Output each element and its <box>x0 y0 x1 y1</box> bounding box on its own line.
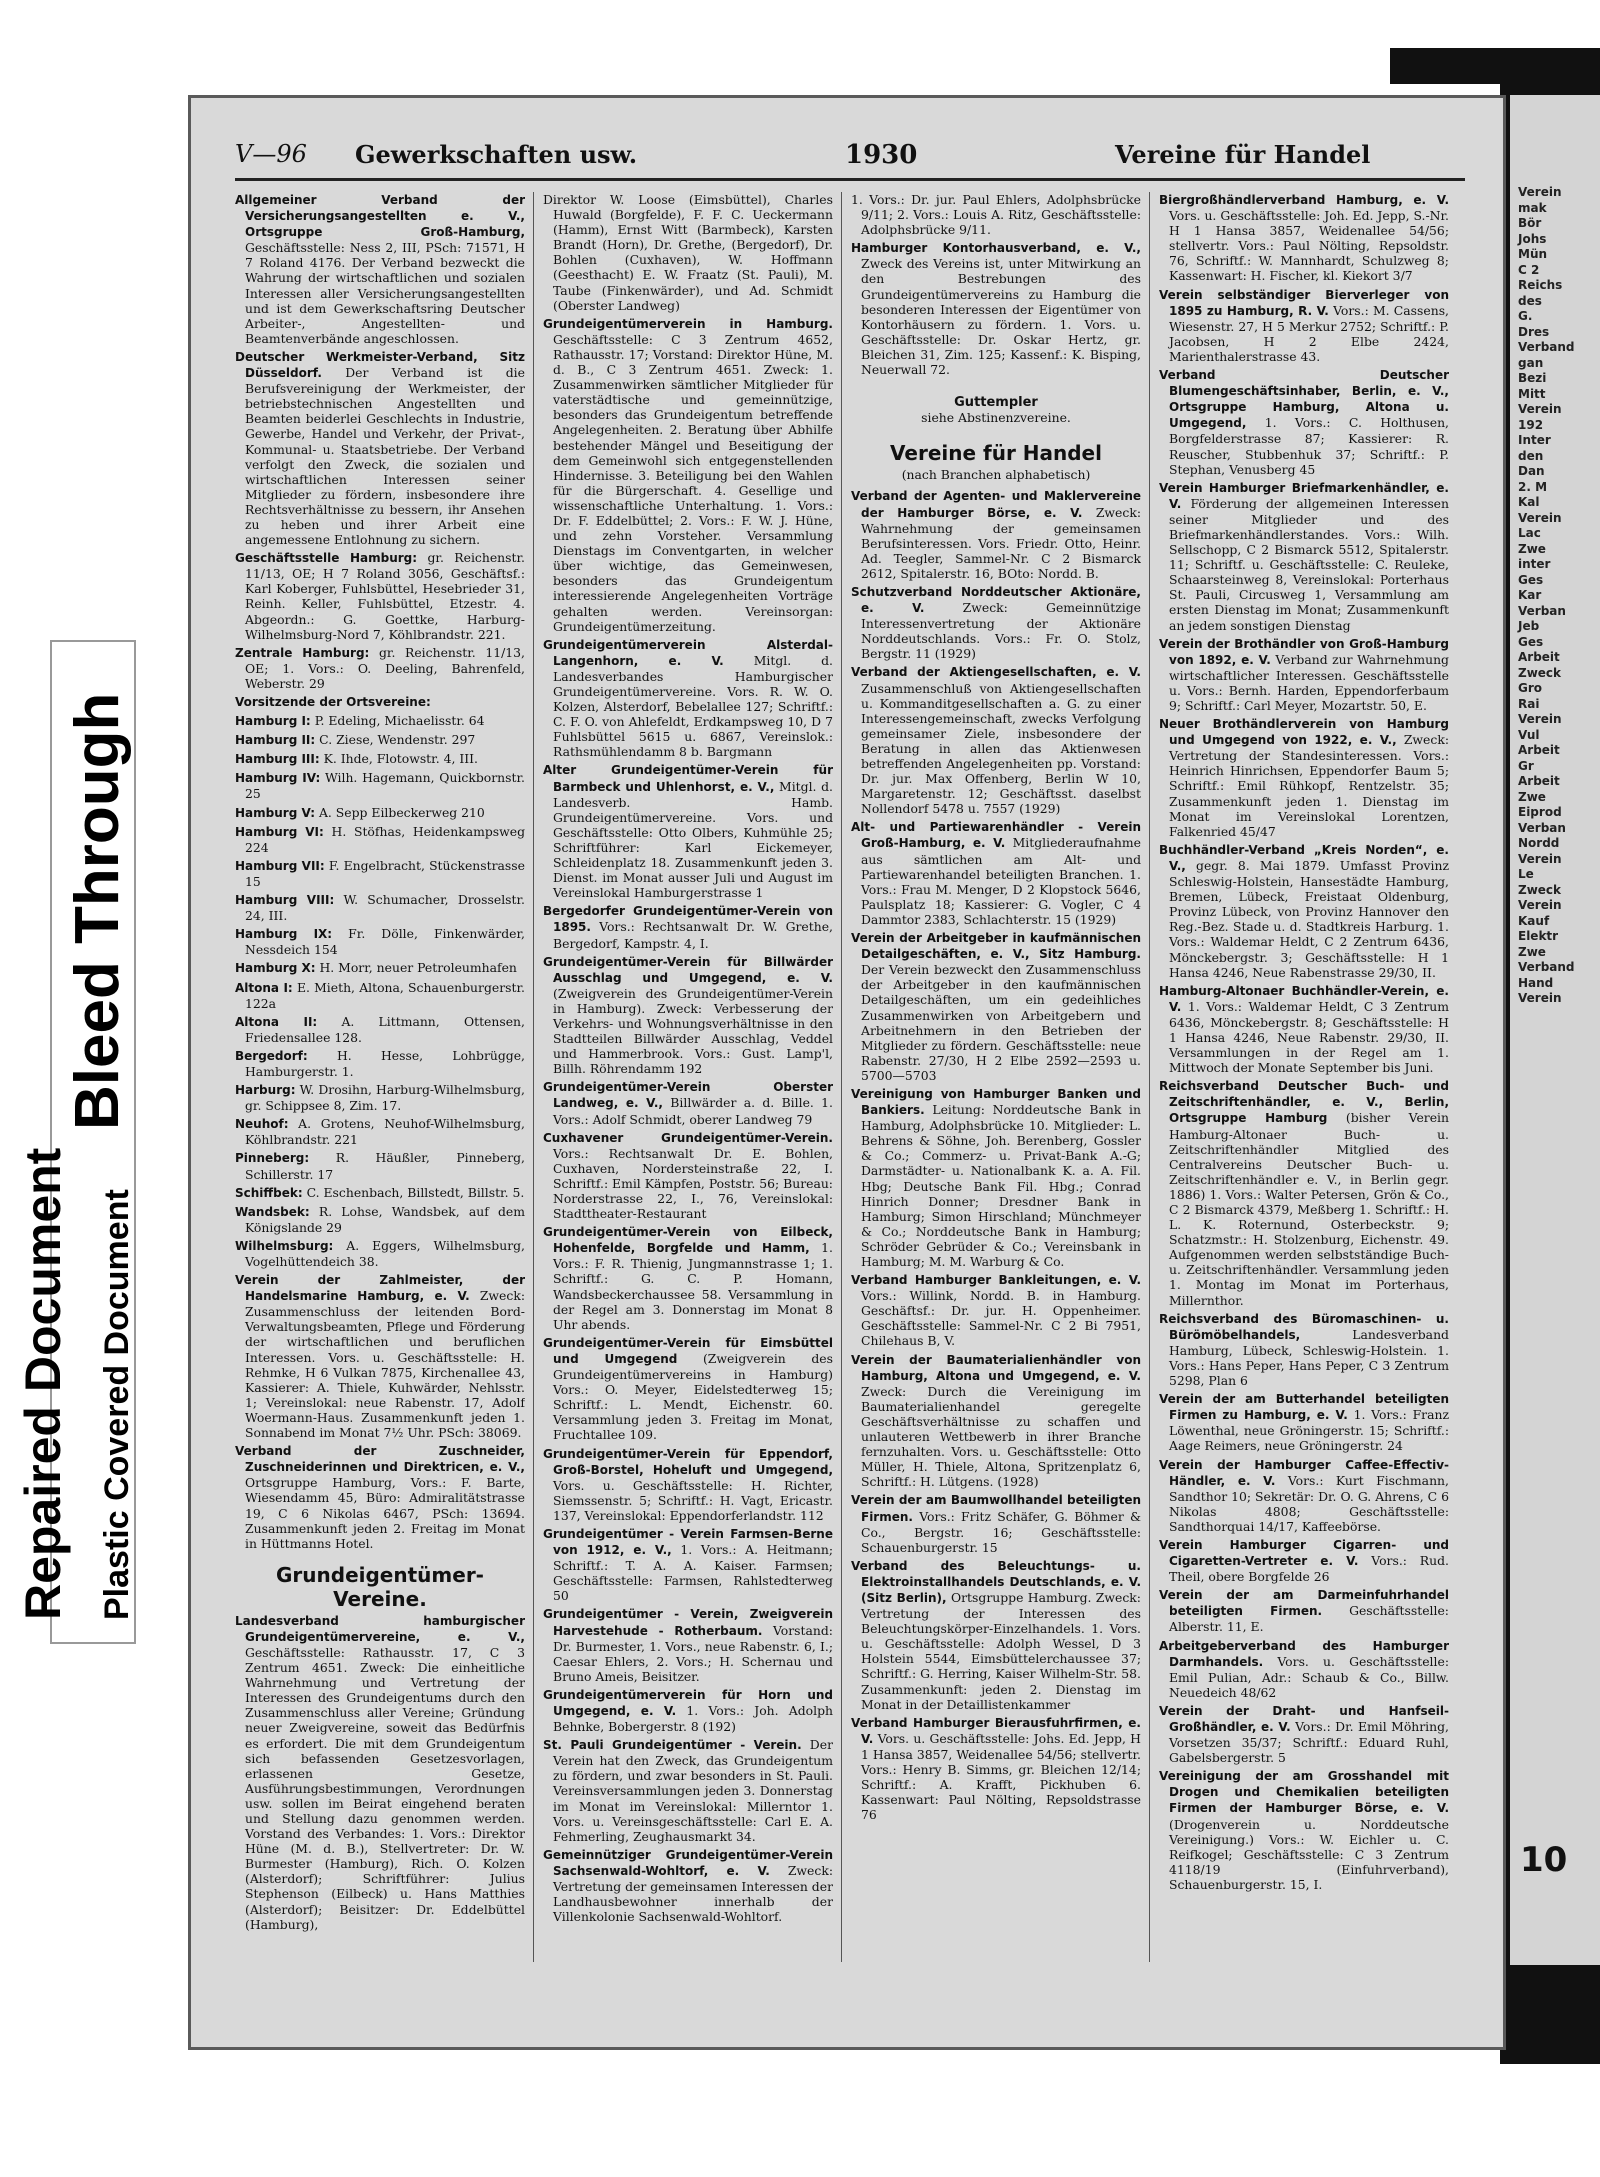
entry-heading: Hamburg I: <box>235 714 311 729</box>
directory-entry <box>1159 636 1449 713</box>
entry-text: Vors. u. Geschäftsstelle: H. Richter, Siemssenstr. 5; Schriftf.: H. Vagt, Ericastr. 137, Vereinslokal: Eppendorferlandstr. 112 <box>553 1477 833 1523</box>
directory-entry <box>1159 1391 1449 1453</box>
running-title: Vereine für Handel <box>1115 140 1371 169</box>
fragment-line: Verband <box>1518 340 1575 354</box>
entry-text: Zweck: Durch die Vereinigung im Baumaterialienhandel geregelte Geschäftsverhältnisse zu schaffen und unlauteren Wettbewerb in ihrer Branche fernzuhalten. Vors. u. Geschäftsstelle: Otto Müller, H. Thiele, Altona, Spritzenplatz 6, Schriftf.: H. Lütgens. (1928) <box>861 1383 1141 1490</box>
entry-text: E. Mieth, Altona, Schauenburgerstr. 122a <box>245 979 525 1011</box>
entry-text: Vors. u. Geschäftsstelle: Johs. Ed. Jepp, H 1 Hansa 3857, Weidenallee 54/56; stellvertr. Vors.: Henry B. Simms, gr. Bleichen 12/14; Schriftf.: A. Krafft, Pickhuben 6. Kassenwart: Paul Nölting, Repsoldstrasse 76 <box>861 1730 1141 1823</box>
entry-heading: Grundeigentümer-Verein für Eimsbüttel und Umgegend <box>543 1335 833 1366</box>
directory-entry <box>543 316 833 634</box>
entry-text: Geschäftsstelle: Alberstr. 11, E. <box>1169 1603 1449 1635</box>
entry-text: C. Eschenbach, Billstedt, Billstr. 5. <box>306 1184 525 1200</box>
entry-text: Geschäftsstelle: Rathausstr. 17, C 3 Zentrum 4651. Zweck: Die einheitliche Wahrnehmung und Vertretung der Interessen des Grundeigentums durch den Zusammenschluss aller Vereine; Gründung neuer Zweigvereine, soweit das Bedürfnis es erfordert. Die mit dem Grundeigentum sich befassenden Gesetzesvorlagen, erlassenen Gesetze, Ausführungsbestimmungen, Verordnungen usw. sollen im Beirat eingehend beraten und Stellung dazu genommen werden. Vorstand des Verbandes: 1. Vors.: Direktor Hüne (M. d. B.), Stellvertreter: Dr. W. Burmester (Hamburg), Rich. O. Kolzen (Alsterdorf); Schriftführer: Julius Stephenson (Eilbeck) u. Hans Matthies (Alsterdorf); Beisitzer: Dr. Eddelbüttel (Hamburg), <box>245 1644 525 1932</box>
entry-heading: Deutscher Werkmeister-Verband, Sitz Düsseldorf. <box>235 349 525 381</box>
entry-heading: Hamburg-Altonaer Buchhändler-Verein, e. V. <box>1159 983 1449 1014</box>
directory-entry <box>1159 367 1449 477</box>
entry-heading: Verband der Aktiengesellschaften, e. V. <box>851 665 1141 680</box>
fragment-line: Verband <box>1518 960 1575 974</box>
entry-text: A. Grotens, Neuhof-Wilhelmsburg, Köhlbrandstr. 221 <box>245 1116 525 1148</box>
fragment-line: Lac <box>1518 526 1541 540</box>
entry-text: A. Littmann, Ottensen, Friedensallee 128. <box>245 1013 525 1045</box>
directory-entry <box>851 584 1141 661</box>
fragment-line: inter <box>1518 557 1551 571</box>
fragment-line: Zwe <box>1518 789 1546 804</box>
entry-text: Mitgliederaufnahme aus sämtlichen am Alt- und Partiewarenhandel beteiligten Branchen. 1. Vors.: Frau M. Menger, D 2 Klopstock 5646, Paulsplatz 18; Kassierer: G. Vogler, C 4 Dammtor 2383, Schlachterstr. 15 (1929) <box>861 835 1141 927</box>
column-divider <box>533 192 534 1962</box>
directory-entry <box>543 1224 833 1332</box>
entry-heading: Verein Hamburger Briefmarkenhändler, e. V. <box>1159 480 1449 511</box>
entry-heading: Hamburg IV: <box>235 771 321 786</box>
entry-text: Ortsgruppe Hamburg. Zweck: Vertretung der Interessen des Beleuchtungskörper-Einzelhandels. 1. Vors. u. Geschäftsstelle: Adolph Wessel, D 3 Holstein 5544, Eimsbüttelerchaussee 37; Schriftf.: G. Herring, Kaiser Wilhelm-Str. 58. Zusammenkunft: jeden 2. Dienstag im Monat in der Detaillistenkammer <box>861 1589 1141 1712</box>
section-heading: Grundeigentümer-Vereine. <box>276 1562 484 1611</box>
directory-entry <box>235 1185 525 1201</box>
fragment-line: Dan <box>1518 464 1545 478</box>
directory-entry <box>1159 716 1449 839</box>
entry-text: Leitung: Norddeutsche Bank in Hamburg, Adolphsbrücke 10. Mitglieder: L. Behrens & Söhne, Joh. Berenberg, Gossler & Co.; Commerz- u. Privat-Bank A.-G; Darmstädter- u. Nationalbank K. a. A. Fil. Hbg; Deutsche Bank Fil. Hbg.; Conrad Hinrich Donner; Dresdner Bank in Hamburg; Simon Hirschland; Münchmeyer & Co.; Norddeutsche Bank in Hamburg; Schröder Gebrüder & Co.; Vereinsbank in Hamburg; M. M. Warburg & Co. <box>861 1102 1141 1269</box>
directory-entry <box>543 903 833 950</box>
directory-entry <box>1159 1703 1449 1765</box>
directory-entry <box>851 1086 1141 1269</box>
entry-text: Der Verband ist die Berufsvereinigung der Werkmeister, der betriebstechnischen Angestellten und Beamten beiderlei Geschlechts in Industrie, Gewerbe, Handel und Verkehr, der Privat-, Kommunal- u. Staatsbetriebe. Der Verband verfolgt den Zweck, die sozialen und wirtschaftlichen Interessen seiner Mitglieder zu fördern, insbesondere ihre Rechtsverhältnisse zu bessern, ihr Ansehen zu heben und ihrer Arbeit eine angemessene Entlohnung zu sichern. <box>245 365 525 548</box>
entry-heading: Verein der Hamburger Caffee-Effectiv-Händler, e. V. <box>1159 1457 1449 1488</box>
directory-entry <box>235 192 525 346</box>
entry-heading: Harburg: <box>235 1083 296 1098</box>
fragment-line: Rai <box>1518 696 1540 711</box>
directory-entry <box>235 694 525 710</box>
entry-heading: Hamburg VI: <box>235 824 324 839</box>
directory-entry <box>235 1014 525 1045</box>
fragment-line: Zweck <box>1518 665 1562 680</box>
adjacent-page-fragments <box>1518 185 1598 1007</box>
fragment-line: Eiprod <box>1518 805 1562 819</box>
entry-text: K. Ihde, Flotowstr. 4, III. <box>323 751 478 767</box>
entry-heading: Grundeigentümer - Verein Farmsen-Berne von 1912, e. V., <box>543 1526 833 1558</box>
entry-text: C. Ziese, Wendenstr. 297 <box>319 732 476 748</box>
fragment-line: Reichs <box>1518 278 1563 292</box>
fragment-line: Kauf <box>1518 913 1550 928</box>
fragment-line: Arbeit <box>1518 743 1560 757</box>
directory-entry <box>543 1130 833 1222</box>
entry-heading: Reichsverband Deutscher Buch- und Zeitschriftenhändler, e. V., Berlin, Ortsgruppe Hamburg <box>1159 1079 1449 1126</box>
directory-entry <box>851 488 1141 581</box>
entry-heading: Grundeigentümer-Verein für Eppendorf, Groß-Borstel, Hoheluft und Umgegend, <box>543 1446 833 1477</box>
fragment-line: Mün <box>1518 247 1548 261</box>
entry-text: Der Verein hat den Zweck, das Grundeigentum zu fördern, und zwar besonders in St. Pauli. Vereinsversammlungen jeden 3. Donnerstag im Monat im Vereinslokal: Millerntor 1. Vors. u. Vereinsgeschäftsstelle: Carl E. A. Fehmerling, Zeughausmarkt 34. <box>553 1737 833 1844</box>
entry-text: (bisher Verein Hamburg-Altonaer Buch- u. Zeitschriftenhändler Mitglied des Centralvereins Deutscher Buch- u. Zeitschriftenhändler e. V., in Berlin gegr. 1886) 1. Vors.: Walter Petersen, Grön & Co., C 2 Bismarck 4379, Meßberg 1. Schriftf.: H. L. K. Roternund, Osterbeckstr. 9; Schatzmstr.: H. Stolzenburg, Eichenstr. 49. Aufgenommen werden selbstständige Buch- u. Zeitschriftenhändler. Versammlung jeden 1. Montag im Monat im Porterhaus, Millernthor. <box>1169 1110 1449 1308</box>
entry-heading: Reichsverband des Büromaschinen- u. Bürömöbelhandels, <box>1159 1311 1449 1342</box>
column-1 <box>235 192 525 1972</box>
directory-entry <box>235 349 525 547</box>
entry-text: Ortsgruppe Hamburg, Vors.: F. Barte, Wiesendamm 45, Büro: Admiralitätstrasse 19, C 6 Nikolas 6467, PSch: 13694. Zusammenkunft jeden 2. Freitag im Monat in Hüttmanns Hotel. <box>245 1475 525 1551</box>
directory-entry <box>543 1687 833 1734</box>
adjacent-page-number: 10 <box>1520 1840 1568 1880</box>
entry-text: Vors.: Rechtsanwalt Dr. E. Bohlen, Cuxhaven, Nordersteinstraße 22, I. Schriftf.: Emil Kämpfen, Poststr. 56; Bureau: Norderstrasse 22, I., 76, Vereinslokal: Stadttheater-Restaurant <box>553 1145 833 1222</box>
guttempler-reference: siehe Abstinenzvereine. <box>921 410 1071 426</box>
column-divider <box>1149 192 1150 1962</box>
entry-text: Zweck des Vereins ist, unter Mitwirkung an den Bestrebungen des Grundeigentümervereins zu Hamburg die besonderen Interessen der Eigentümer von Kontorhäusern zu fördern. 1. Vors. u. Geschäftsstelle: Dr. Oskar Hertz, gr. Bleichen 31, Zim. 125; Kassenf.: K. Bisping, Neuerwall 72. <box>861 256 1141 378</box>
entry-heading: Buchhändler-Verband „Kreis Norden“, e. V., <box>1159 842 1449 873</box>
directory-entry <box>851 930 1141 1083</box>
directory-entry <box>543 1446 833 1523</box>
directory-entry <box>851 1715 1141 1823</box>
directory-entry <box>235 751 525 767</box>
plastic-covered-stamp: Plastic Covered Document <box>98 1189 136 1620</box>
entry-text: Zweck: Vertretung der gemeinsamen Interessen der Landhausbewohner innerhalb der Villenkolonie Sachsenwald-Wohltorf. <box>553 1862 833 1925</box>
entry-heading: Altona II: <box>235 1014 318 1029</box>
directory-entry <box>235 770 525 801</box>
fragment-line: Ges <box>1518 634 1544 649</box>
entry-heading: Biergroßhändlerverband Hamburg, e. V. <box>1159 193 1449 207</box>
entry-heading: Altona I: <box>235 980 293 995</box>
fragment-line: Verein <box>1518 712 1562 726</box>
directory-entry <box>851 1352 1141 1490</box>
entry-heading: Hamburg VIII: <box>235 893 335 908</box>
entry-text: Geschäftsstelle: C 3 Zentrum 4652, Rathausstr. 17; Vorstand: Direktor Hüne, M. d. B., C 3 Zentrum 4651. Zweck: 1. Zusammenwirken sämtlicher Mitglieder für vaterstädtische und gemeinnützige, besonders das Grundeigentum betreffende Angelegenheiten. 2. Beratung über Abhilfe bestehender Mängel und Beseitigung der dem Gemeinwohl sich entgegenstellenden Hindernisse. 3. Beteiligung bei den Wahlen für die Bürgerschaft. 4. Gesellige und wissenschaftliche Unterhaltung. 1. Vors.: Dr. F. Eddelbüttel; 2. Vors.: F. W. J. Hüne, und zehn Vorsteher. Versammlung Dienstags im Conventgarten, in welcher über wichtige, das Gemeinwesen, besonders das Grundeigentum interessierende Angelegenheiten Vorträge gehalten werden. Vereinsorgan: Grundeigentümerzeitung. <box>553 331 833 634</box>
entry-text: Geschäftsstelle: Ness 2, III, PSch: 71571, H 7 Roland 4176. Der Verband bezweckt die Wahrung der wirtschaftlichen und sozialen Interessen aller Versicherungsangestellten und ist dem Gewerkschaftsring Deutscher Arbeiter-, Angestellten- und Beamtenverbände angeschlossen. <box>245 240 525 346</box>
entry-text: Vors.: Willink, Nordd. B. in Hamburg. Geschäftsf.: Dr. jur. H. Oppenheimer. Geschäftsstelle: Sammel-Nr. C 2 Bi 7951, Chilehaus B, V. <box>861 1288 1141 1349</box>
directory-entry <box>235 1048 525 1079</box>
entry-heading: Hamburg III: <box>235 752 320 767</box>
directory-entry <box>1159 842 1449 980</box>
entry-text: Fr. Dölle, Finkenwärder, Nessdeich 154 <box>245 926 525 958</box>
directory-entry <box>235 732 525 748</box>
entry-heading: Schutzverband Norddeutscher Aktionäre, e. V. <box>851 584 1141 616</box>
column-divider <box>841 192 842 1962</box>
directory-entry <box>851 1272 1141 1348</box>
entry-text: (Zweigverein des Grundeigentümer-Verein in Hamburg). Zweck: Verbesserung der Verkehrs- und Wohnungsverhältnisse in den Stadtteilen Billwärder Ausschlag, Veddel und Hammerbrook. Vors.: Gust. Lamp'l, Billh. Röhrendamm 192 <box>553 985 833 1077</box>
entry-heading: Neuhof: <box>235 1117 289 1132</box>
directory-entry <box>543 1606 833 1683</box>
entry-heading: Hamburger Kontorhausverband, e. V., <box>851 241 1141 256</box>
entry-text: Wilh. Hagemann, Quickbornstr. 25 <box>245 770 525 802</box>
fragment-line: Kal <box>1518 495 1540 509</box>
entry-heading: Alt- und Partiewarenhändler - Verein Groß-Hamburg, e. V. <box>851 820 1141 851</box>
column-4 <box>1159 192 1449 1972</box>
bleed-through-stamp: Bleed Through <box>63 692 132 1130</box>
entry-text: gr. Reichenstr. 11/13, OE; H 7 Roland 3056, Geschäftsf.: Karl Koberger, Fuhlsbüttel, Hesebrieder 31, Reinh. Keller, Fuhlsbüttel, Etzestr. 4. Abgeordn.: G. Goettke, Harburg-Wilhelmsburg-Nord 7, Köhlbrandstr. 221. <box>245 550 525 642</box>
entry-text: Mitgl. d. Landesverb. Hamb. Grundeigentümervereine. Vors. und Geschäftsstelle: Otto Olbers, Kuhmühle 25; Schriftführer: Karl Eickemeyer, Schleidenplatz 18. Zusammenkunft jeden 3. Dienst. im Monat ausser Juli und August im Vereinslokal Hamburgerstrasse 1 <box>553 778 833 901</box>
entry-heading: Bergedorf: <box>235 1048 308 1063</box>
directory-entry <box>235 1613 525 1932</box>
entry-heading: Grundeigentümer-Verein Oberster Landweg, e. V., <box>543 1080 833 1111</box>
entry-text: Direktor W. Loose (Eimsbüttel), Charles Huwald (Borgfelde), F. F. C. Ueckermann (Hamm), Ernst Witt (Barmbeck), Karsten Brandt (Horn), Dr. Grethe, (Bergedorf), Dr. Bohlen (Cuxhaven), W. Hoffmann (Geesthacht) E. W. Fraatz (St. Pauli), M. Taube (Finkenwärder), und Ad. Schmidt (Oberster Landweg) <box>543 192 833 313</box>
section-heading: Vereine für Handel <box>890 441 1102 466</box>
entry-text: (Zweigverein des Grundeigentümervereins in Hamburg) Vors.: O. Meyer, Eidelstedterweg 15; Schriftf.: L. Mendt, Eichenstr. 60. Versammlung jeden 3. Freitag im Monat, Fruchtallee 109. <box>553 1350 833 1443</box>
entry-heading: St. Pauli Grundeigentümer - Verein. <box>543 1738 802 1753</box>
entry-heading: Vereinigung von Hamburger Banken und Bankiers. <box>851 1086 1141 1118</box>
directory-entry <box>235 805 525 821</box>
entry-text: Zweck: Zusammenschluss der leitenden Bord-Verwaltungsbeamten, Pflege und Förderung der wirtschaftlichen und beruflichen Interessen. Vors. u. Geschäftsstelle: H. Rehmke, H 6 Vulkan 7875, Kirchenallee 43, Kassierer: A. Thiele, Kuhwärder, Nehlsstr. 1; Vereinslokal: neue Rabenstr. 17, Adolf Woermann-Haus. Zusammenkunft jeden 1. Sonnabend im Monat 7½ Uhr. PSch: 38069. <box>245 1288 525 1441</box>
directory-entry <box>1159 1537 1449 1584</box>
entry-text: Vors.: Rud. Theil, obere Borgfelde 26 <box>1169 1553 1449 1585</box>
directory-entry <box>851 819 1141 927</box>
directory-entry <box>1159 1457 1449 1534</box>
directory-entry <box>543 1737 833 1844</box>
entry-heading: Verein der Draht- und Hanfseil-Großhändler, e. V. <box>1159 1703 1449 1734</box>
directory-entry <box>235 1150 525 1181</box>
year: 1930 <box>845 140 918 170</box>
entry-heading: Verein der Arbeitgeber in kaufmännischen Detailgeschäften, e. V., Sitz Hamburg. <box>851 931 1141 962</box>
entry-heading: Hamburg V: <box>235 805 316 820</box>
entry-text: H. Hesse, Lohbrügge, Hamburgerstr. 1. <box>245 1047 525 1079</box>
directory-entry <box>1159 1078 1449 1307</box>
fragment-line: Verein <box>1518 898 1562 912</box>
directory-entry <box>235 713 525 729</box>
fragment-line: Verein <box>1518 402 1562 416</box>
header-rule <box>235 178 1465 181</box>
page-header <box>235 140 1465 176</box>
entry-heading: Hamburg IX: <box>235 927 333 942</box>
entry-text: P. Edeling, Michaelisstr. 64 <box>314 713 485 729</box>
fragment-line: Gro <box>1518 681 1543 695</box>
directory-entry <box>235 1082 525 1113</box>
fragment-line: den <box>1518 448 1544 463</box>
column-2 <box>543 192 833 1972</box>
directory-entry <box>235 1238 525 1269</box>
entry-text: Zusammenschluß von Aktiengesellschaften u. Kommanditgesellschaften a. G. zu einer Interessengemeinschaft, zwecks Verfolgung gemeinsamer Ziele, insbesondere der Beratung in allen das Aktienwesen betreffenden Angelegenheiten pp. Vorstand: Dr. jur. Max Offenberg, Berlin W 10, Margaretenstr. 12; Geschäftsst. daselbst Nollendorf 5478 u. 7557 (1929) <box>861 680 1141 817</box>
fragment-line: Verban <box>1518 603 1566 618</box>
fragment-line: Bezi <box>1518 371 1547 385</box>
entry-heading: Vorsitzende der Ortsvereine: <box>235 695 431 709</box>
entry-heading: Wandsbek: <box>235 1204 310 1219</box>
entry-text: 1. Vors.: Dr. jur. Paul Ehlers, Adolphsbrücke 9/11; 2. Vors.: Louis A. Ritz, Geschäftsstelle: Adolphsbrücke 9/11. <box>851 192 1141 238</box>
fragment-line: Verein <box>1518 991 1562 1005</box>
entry-text: Zweck: Gemeinnützige Interessenvertretung der Aktionäre Norddeutschlands. Vors.: Fr. O. Stolz, Bergstr. 11 (1929) <box>861 600 1141 662</box>
directory-entry <box>1159 1768 1449 1892</box>
entry-heading: Pinneberg: <box>235 1151 310 1166</box>
directory-entry <box>235 980 525 1011</box>
directory-entry <box>543 1526 833 1603</box>
entry-heading: Hamburg X: <box>235 961 316 976</box>
entry-heading: Verein selbständiger Bierverleger von 1895 zu Hamburg, R. V. <box>1159 287 1449 318</box>
section-subheading: (nach Branchen alphabetisch) <box>901 467 1091 483</box>
entry-heading: Grundeigentümerverein für Horn und Umgegend, e. V. <box>543 1687 833 1718</box>
entry-text: A. Eggers, Wilhelmsburg, Vogelhüttendeich 38. <box>245 1237 525 1269</box>
directory-entry <box>235 1116 525 1147</box>
fragment-line: Zwe <box>1518 944 1546 959</box>
entry-heading: Grundeigentümer-Verein von Eilbeck, Hohenfelde, Borgfelde und Hamm, <box>543 1225 833 1256</box>
entry-text: A. Sepp Eilbeckerweg 210 <box>318 804 485 820</box>
directory-entry <box>543 954 833 1077</box>
entry-heading: Geschäftsstelle Hamburg: <box>235 551 418 566</box>
page-content <box>215 120 1506 1990</box>
directory-entry <box>235 960 525 976</box>
fragment-line: Verein <box>1518 510 1562 525</box>
directory-entry <box>235 645 525 691</box>
directory-entry <box>543 762 833 900</box>
directory-entry <box>1159 480 1449 633</box>
directory-entry <box>543 637 833 760</box>
entry-text: W. Schumacher, Drosselstr. 24, III. <box>245 892 525 924</box>
scan-margin <box>0 0 12 2177</box>
entry-heading: Verein der am Baumwollhandel beteiligten Firmen. <box>851 1493 1141 1524</box>
directory-entry <box>851 1492 1141 1554</box>
fragment-line: gan <box>1518 355 1544 370</box>
directory-entry <box>543 1079 833 1126</box>
fragment-line: C 2 <box>1518 262 1540 277</box>
entry-text: Landesverband Hamburg, Lübeck, Schleswig-Holstein. 1. Vors.: Hans Peper, Hans Peper, C 3 Zentrum 5298, Plan 6 <box>1169 1326 1449 1389</box>
directory-entry <box>543 1847 833 1924</box>
entry-text: Vors.: Fritz Schäfer, G. Böhmer & Co., Bergstr. 16; Geschäftsstelle: Schauenburgerstr. 15 <box>861 1508 1141 1555</box>
scanned-page <box>188 95 1506 2050</box>
entry-heading: Hamburg II: <box>235 733 316 748</box>
directory-entry <box>235 858 525 889</box>
entry-heading: Grundeigentümerverein in Hamburg. <box>543 316 833 331</box>
entry-heading: Verband der Zuschneider, Zuschneiderinnen und Direktricen, e. V., <box>235 1444 525 1475</box>
entry-heading: Verband Hamburger Bankleitungen, e. V. <box>851 1273 1141 1288</box>
fragment-line: Hand <box>1518 975 1554 990</box>
entry-text: Vors.: Dr. Emil Möhring, Vorsetzen 35/37; Schriftf.: Eduard Ruhl, Gabelsbergerstr. 5 <box>1169 1719 1449 1766</box>
entry-heading: Landesverband hamburgischer Grundeigentümervereine, e. V., <box>235 1613 525 1644</box>
directory-entry <box>235 1204 525 1235</box>
entry-text: R. Häußler, Pinneberg, Schillerstr. 17 <box>245 1150 525 1182</box>
entry-heading: Bergedorfer Grundeigentümer-Verein von 1895. <box>543 904 833 935</box>
fragment-line: Gr <box>1518 758 1534 773</box>
entry-text: 1. Vors.: Franz Löwenthal, neue Gröningerstr. 15; Schriftf.: Aage Reimers, neue Gröningerstr. 24 <box>1169 1407 1449 1454</box>
entry-text: H. Morr, neuer Petroleumhafen <box>319 960 517 976</box>
fragment-line: des <box>1518 293 1542 308</box>
entry-text: Zweck: Wahrnehmung der gemeinsamen Berufsinteressen. Vors. Friedr. Otto, Heinr. Ad. Teegler, Sammel-Nr. C 2 Bismarck 2612, Spitalerstr. 16, BOto: Nordd. B. <box>861 504 1141 581</box>
entry-heading: Vereinigung der am Grosshandel mit Drogen und Chemikalien beteiligten Firmen der Hamburger Börse, e. V. <box>1159 1769 1449 1816</box>
entry-text: (Drogenverein u. Norddeutsche Vereinigung.) Vors.: W. Eichler u. C. Reifkogel; Geschäftsstelle: C 3 Zentrum 4118/19 (Einfuhrverband), Schauenburgerstr. 15, I. <box>1169 1816 1449 1892</box>
entry-text: Vors.: Rechtsanwalt Dr. W. Grethe, Bergedorf, Kampstr. 4, I. <box>553 919 833 951</box>
fragment-line: Inter <box>1518 433 1551 447</box>
entry-text: gegr. 8. Mai 1879. Umfasst Provinz Schleswig-Holstein, Hansestädte Hamburg, Bremen, Lübeck, Freistaat Oldenburg, Provinz Lübeck, von Provinz Hannover den Reg.-Bez. Stade u. d. Stadtkreis Harburg. 1. Vors.: Waldemar Heldt, C 2 Zentrum 6436, Mönckebergstr. 3; Geschäftsstelle: H 1 Hansa 4246, Neue Rabenstrasse 29/30, II. <box>1169 857 1449 980</box>
directory-entry <box>851 1558 1141 1712</box>
fragment-line: Elektr <box>1518 929 1559 943</box>
entry-heading: Neuer Brothändlerverein von Hamburg und Umgegend von 1922, e. V., <box>1159 717 1449 748</box>
entry-text: gr. Reichenstr. 11/13, OE; 1. Vors.: O. Deeling, Bahrenfeld, Weberstr. 29 <box>245 644 525 691</box>
entry-text: Vors.: M. Cassens, Wiesenstr. 27, H 5 Merkur 2752; Schriftf.: P. Jacobsen, H 2 Elbe 2424, Marienthalerstrasse 43. <box>1169 302 1449 364</box>
entry-heading: Gemeinnütziger Grundeigentümer-Verein Sachsenwald-Wohltorf, e. V. <box>543 1847 833 1878</box>
fragment-line: Zwe <box>1518 541 1546 556</box>
entry-heading: Verband Hamburger Bierausfuhrfirmen, e. V. <box>851 1715 1141 1746</box>
fragment-line: Arbeit <box>1518 650 1560 664</box>
directory-entry <box>235 1272 525 1440</box>
directory-entry <box>543 192 833 313</box>
entry-text: Vorstand: Dr. Burmester, 1. Vors., neue Rabenstr. 6, I.; Caesar Ehlers, 2. Vors.; H. Schernau und Bruno Ameis, Beisitzer. <box>553 1622 833 1684</box>
entry-heading: Allgemeiner Verband der Versicherungsangestellten e. V., Ortsgruppe Groß-Hamburg, <box>235 193 525 240</box>
section-title: Gewerkschaften usw. <box>355 140 638 169</box>
directory-entry <box>851 192 1141 237</box>
entry-heading: Cuxhavener Grundeigentümer-Verein. <box>543 1130 833 1145</box>
directory-entry <box>1159 1587 1449 1634</box>
directory-entry <box>235 550 525 642</box>
fragment-line: Arbeit <box>1518 774 1560 788</box>
directory-entry <box>1159 192 1449 284</box>
entry-text: Mitgl. d. Landesverbandes Hamburgischer Grundeigentümervereine. Vors. R. W. O. Kolzen, Alsterdorf, Bebelallee 127; Schriftf.: C. F. O. von Ahlefeldt, Erdkampsweg 10, D 7 Fuhlsbüttel 5615 u. 6867, Vereinslok.: Rathsmühlendamm 8 b. Bargmann <box>553 652 833 760</box>
directory-entry <box>851 240 1141 377</box>
entry-heading: Schiffbek: <box>235 1185 303 1200</box>
entry-text: Vors. u. Geschäftsstelle: Emil Pulian, Adr.: Schaub & Co., Billw. Neuedeich 48/62 <box>1169 1653 1449 1700</box>
entry-heading: Verband Deutscher Blumengeschäftsinhaber, Berlin, e. V., Ortsgruppe Hamburg, Altona u. Umgegend, <box>1159 368 1449 431</box>
entry-text: Verband zur Wahrnehmung wirtschaftlicher Interessen. Geschäftsstelle u. Vors.: Bernh. Harden, Eppendorferbaum 9; Schriftf.: Carl Meyer, Mozartstr. 50, E. <box>1169 651 1449 713</box>
fragment-line: Zweck <box>1518 882 1562 897</box>
entry-heading: Arbeitgeberverband des Hamburger Darmhandels. <box>1159 1638 1449 1669</box>
entry-text: 1. Vors.: A. Heitmann; Schriftf.: T. A. A. Kaiser. Farmsen; Geschäftsstelle: Farmsen, Rahlstedterweg 50 <box>553 1542 833 1604</box>
entry-heading: Grundeigentümerverein Alsterdal-Langenhorn, e. V. <box>543 637 833 668</box>
fragment-line: Jeb <box>1518 619 1540 633</box>
entry-heading: Verein Hamburger Cigarren- und Cigaretten-Vertreter e. V. <box>1159 1537 1449 1569</box>
fragment-line: G. <box>1518 309 1533 323</box>
fragment-line: Verein <box>1518 851 1562 866</box>
fragment-line: Le <box>1518 867 1534 881</box>
fragment-line: Ges <box>1518 572 1544 587</box>
fragment-line: mak <box>1518 200 1547 215</box>
entry-heading: Verband der Agenten- und Maklervereine der Hamburger Börse, e. V. <box>851 489 1141 520</box>
directory-entry <box>235 1443 525 1551</box>
page-number: V—96 <box>235 140 307 168</box>
fragment-line: Kar <box>1518 588 1542 602</box>
fragment-line: 192 <box>1518 417 1544 432</box>
fragment-line: Vul <box>1518 727 1540 742</box>
entry-text: W. Drosihn, Harburg-Wilhelmsburg, gr. Schippsee 8, Zim. 17. <box>245 1082 525 1114</box>
directory-entry <box>1159 983 1449 1076</box>
directory-entry <box>235 824 525 855</box>
entry-heading: Alter Grundeigentümer-Verein für Barmbeck und Uhlenhorst, e. V., <box>543 763 833 794</box>
column-3 <box>851 192 1141 1972</box>
fragment-line: Verein <box>1518 185 1562 199</box>
fragment-line: Verban <box>1518 820 1566 835</box>
repaired-document-stamp: Repaired Document <box>15 1147 71 1620</box>
entry-text: Vors. u. Geschäftsstelle: Joh. Ed. Jepp, S.-Nr. H 1 Hansa 3857, Weidenallee 54/56; stellvertr. Vors.: Paul Nölting, Repsoldstr. 76, Schriftf.: W. Mannhardt, Schulzweg 8; Kassenwart: H. Fischer, kl. Kiekort 3/7 <box>1169 208 1449 284</box>
entry-heading: Wilhelmsburg: <box>235 1238 334 1253</box>
entry-text: Der Verein bezweckt den Zusammenschluss der Arbeitgeber in den kaufmännischen Detailgeschäften, um ein gedeihliches Zusammenwirken von Arbeitgebern und Arbeitnehmern in den Betrieben der Mitglieder zu fördern. Geschäftsstelle: neue Rabenstr. 27/30, H 2 Elbe 2592—2593 u. 5700—5703 <box>861 962 1141 1083</box>
adjacent-page-edge <box>1510 95 1600 1965</box>
entry-text: Förderung der allgemeinen Interessen seiner Mitglieder und des Briefmarkenhändlerstandes. Vors.: Wilh. Sellschopp, C 2 Bismarck 5512, Spitalerstr. 11; Schriftf. u. Geschäftsstelle: C. Reuleke, Schaarsteinweg 8, Vereinslokal: Porterhaus St. Pauli, Circusweg 1, Versammlung am ersten Dienstag im Monat; Zusammenkunft an jedem sonstigen Dienstag <box>1169 495 1449 633</box>
fragment-line: Mitt <box>1518 386 1546 401</box>
directory-entry <box>1159 1638 1449 1700</box>
entry-text: Billwärder a. d. Bille. 1. Vors.: Adolf Schmidt, oberer Landweg 79 <box>553 1095 833 1127</box>
entry-text: 1. Vors.: C. Holthusen, Borgfelderstrasse 87; Kassierer: R. Reuscher, Stubbenhuk 37; Schriftf.: P. Stephan, Venusberg 45 <box>1169 415 1449 477</box>
fragment-line: Nordd <box>1518 836 1560 850</box>
entry-text: 1. Vors.: Waldemar Heldt, C 3 Zentrum 6436, Mönckebergstr. 8; Geschäftsstelle: H 1 Hansa 4246, Neue Rabenstr. 29/30, II. Versammlungen in der Regel am 1. Mittwoch der Monate September bis Juni. <box>1169 998 1449 1076</box>
entry-text: F. Engelbracht, Stückenstrasse 15 <box>245 857 525 889</box>
directory-entry <box>543 1335 833 1443</box>
entry-heading: Hamburg VII: <box>235 858 325 873</box>
entry-text: Vors.: Kurt Fischmann, Sandthor 10; Sekretär: Dr. O. G. Ahrens, C 6 Nikolas 4808; Geschäftsstelle: Sandthorquai 14/17, Kaffeebörse. <box>1169 1472 1449 1534</box>
entry-heading: Verein der Baumaterialienhändler von Hamburg, Altona und Umgegend, e. V. <box>851 1352 1141 1383</box>
fragment-line: Johs <box>1518 231 1547 246</box>
fragment-line: Dres <box>1518 324 1550 339</box>
entry-heading: Grundeigentümer - Verein, Zweigverein Harvestehude - Rotherbaum. <box>543 1607 833 1638</box>
scanner-frame-top <box>1390 48 1600 84</box>
entry-heading: Grundeigentümer-Verein für Billwärder Ausschlag und Umgegend, e. V. <box>543 954 833 985</box>
directory-entry <box>235 892 525 923</box>
entry-heading: Verein der Brothändler von Groß-Hamburg von 1892, e. V. <box>1159 636 1449 667</box>
directory-entry <box>235 926 525 957</box>
entry-heading: Verein der am Butterhandel beteiligten Firmen zu Hamburg, e. V. <box>1159 1392 1449 1423</box>
entry-heading: Verein der am Darmeinfuhrhandel beteiligten Firmen. <box>1159 1588 1449 1619</box>
guttempler-heading: Guttempler <box>954 395 1038 411</box>
entry-text: R. Lohse, Wandsbek, auf dem Königslande 29 <box>245 1203 525 1235</box>
fragment-line: 2. M <box>1518 479 1548 494</box>
entry-text: 1. Vors.: F. R. Thienig, Jungmannstrasse 1; 1. Schriftf.: G. C. P. Homann, Wandsbeckerchaussee 58. Versammlung in der Regel am 3. Donnerstag im Monat 8 Uhr abends. <box>553 1240 833 1332</box>
entry-heading: Verband des Beleuchtungs- u. Elektroinstallhandels Deutschlands, e. V. (Sitz Berlin), <box>851 1558 1141 1605</box>
directory-entry <box>1159 1311 1449 1388</box>
entry-heading: Verein der Zahlmeister, der Handelsmarine Hamburg, e. V. <box>235 1273 525 1304</box>
entry-heading: Zentrale Hamburg: <box>235 645 370 660</box>
entry-text: H. Stöfhas, Heidenkampsweg 224 <box>245 823 525 855</box>
directory-entry <box>851 664 1141 816</box>
entry-text: Zweck: Vertretung der Standesinteressen. Vors.: Heinrich Hinrichsen, Eppendorfer Baum 5; Schriftf.: Emil Rühkopf, Rentzelstr. 35; Zusammenkunft jeden 1. Dienstag im Monat im Vereinslokal Lorentzen, Falkenried 45/47 <box>1169 732 1449 839</box>
fragment-line: Bör <box>1518 216 1542 230</box>
entry-text: 1. Vors.: Joh. Adolph Behnke, Bobergerstr. 8 (192) <box>553 1703 833 1735</box>
directory-entry <box>1159 287 1449 364</box>
